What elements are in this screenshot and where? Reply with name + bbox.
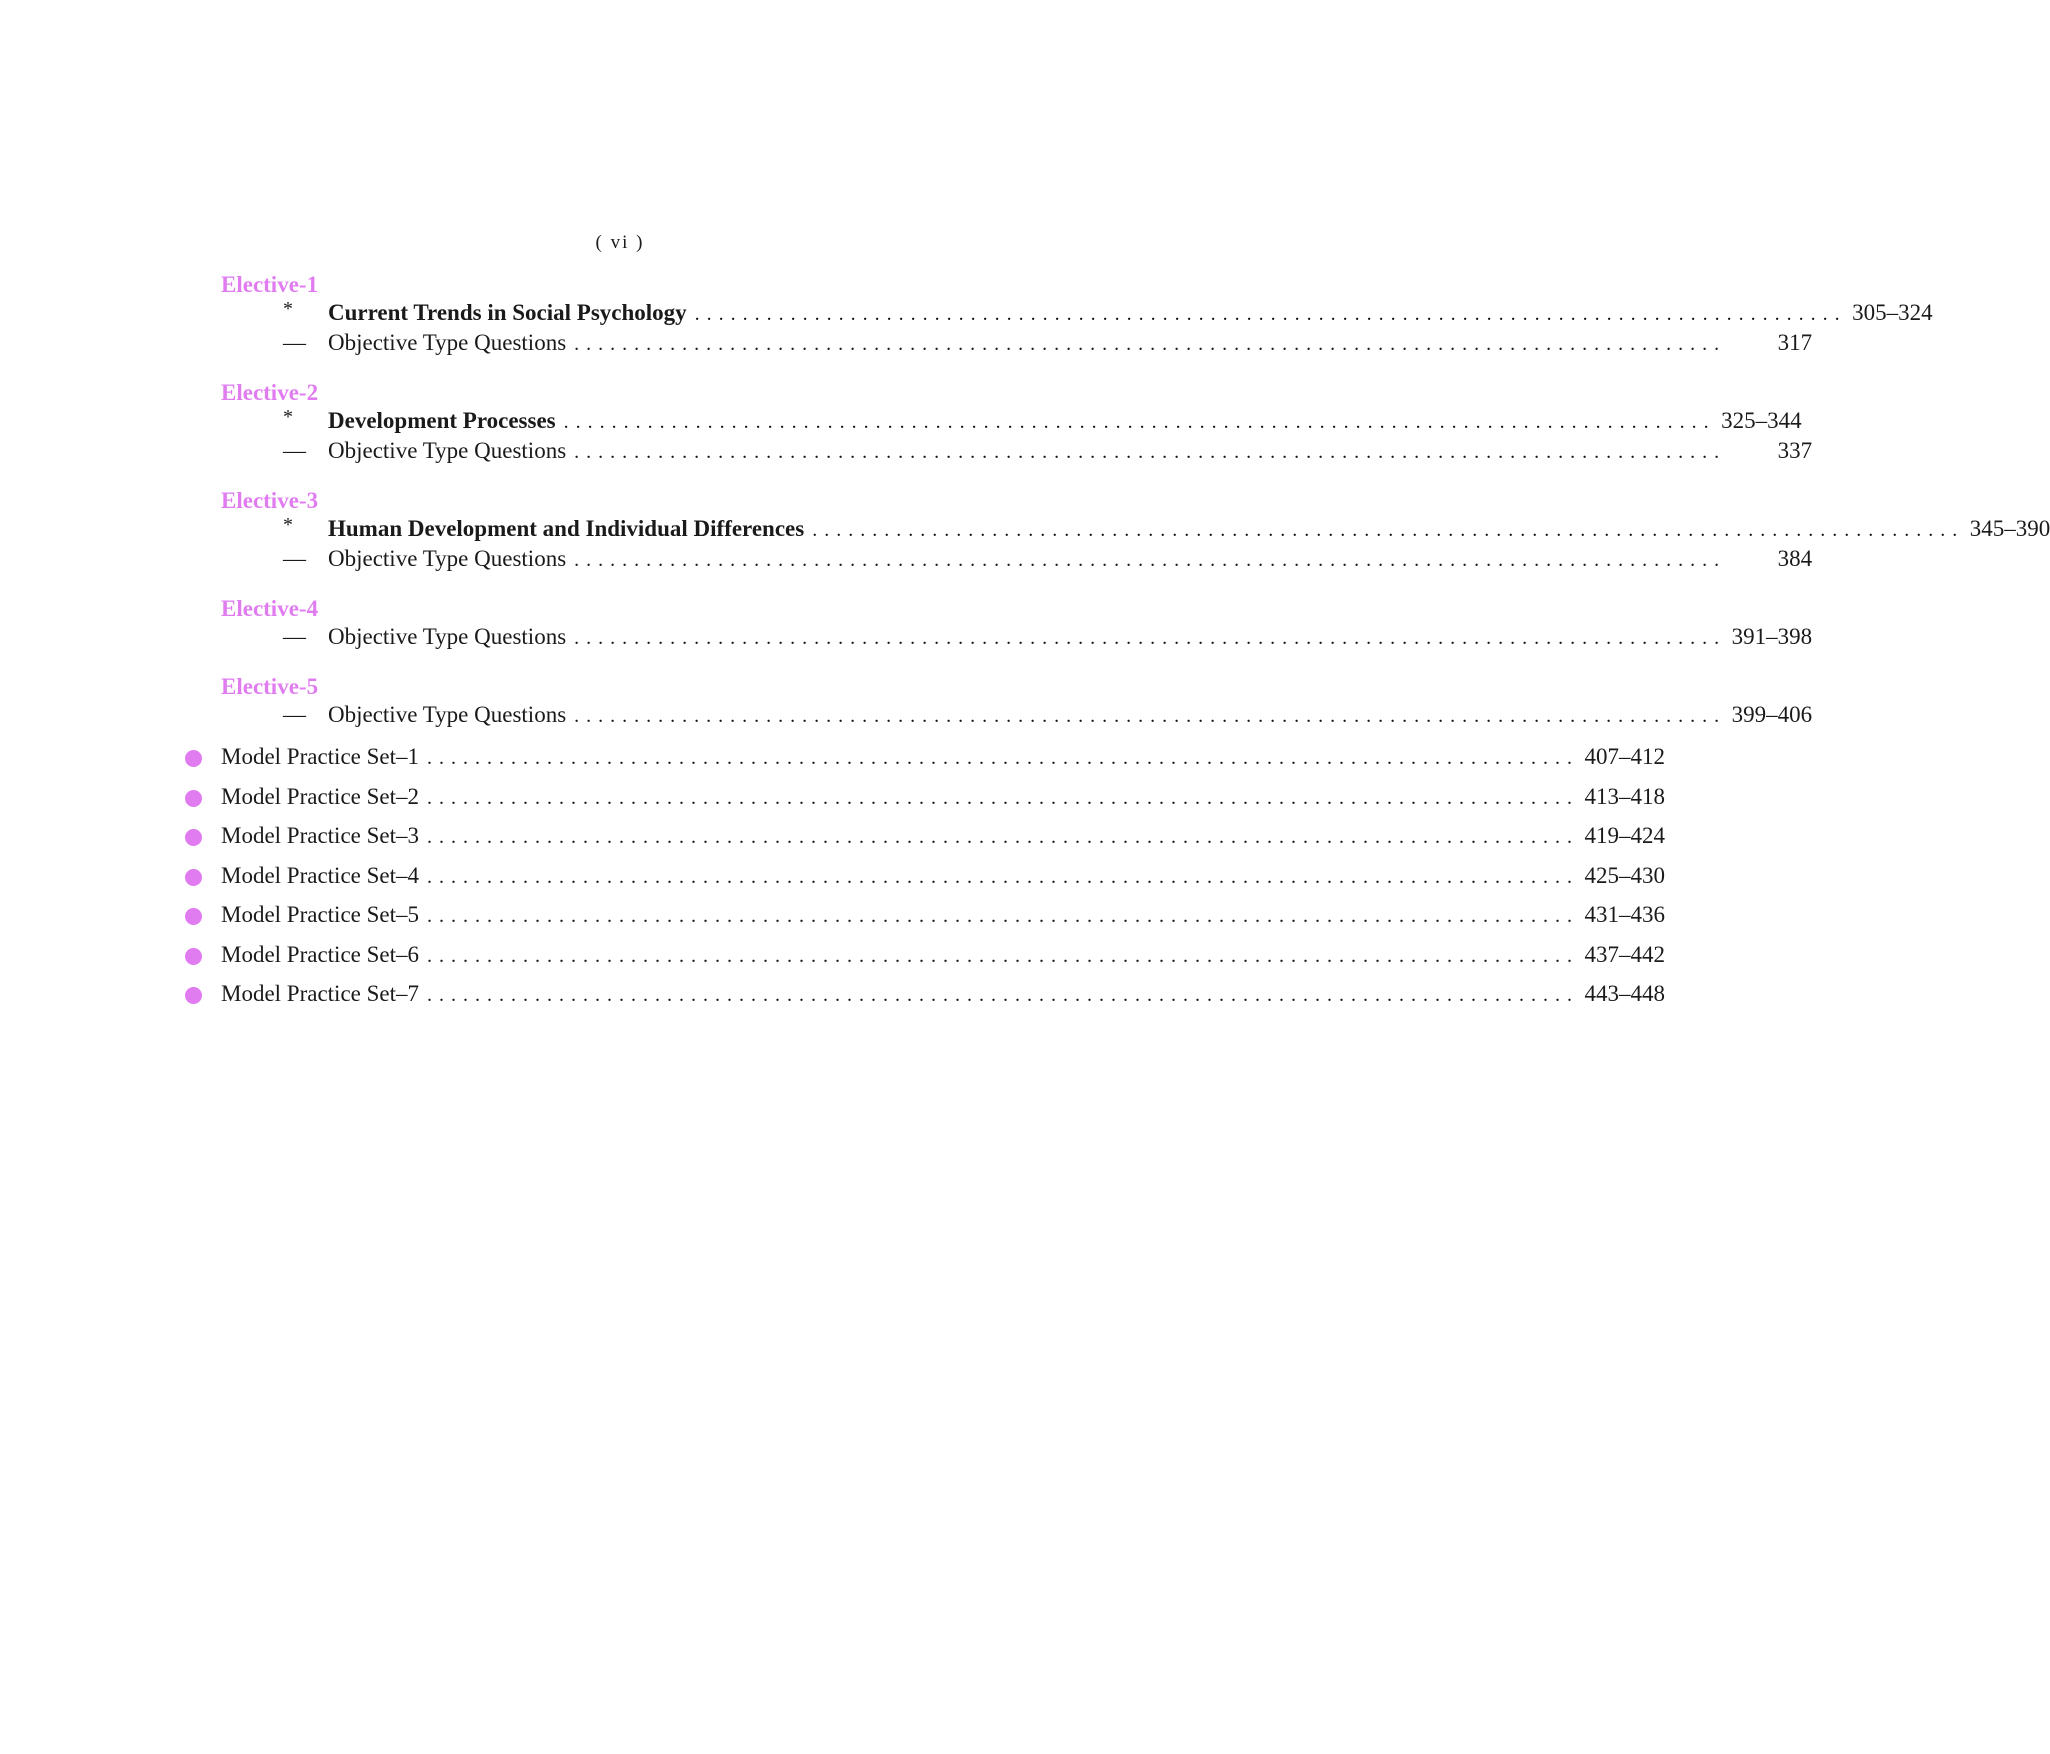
toc-entry-text: [328, 516, 2050, 542]
toc-entry[interactable]: [0, 298, 1933, 330]
toc-entry-text: [221, 941, 1666, 968]
bullet-icon: [185, 948, 202, 965]
toc-entry-text: [221, 862, 1666, 889]
toc-entry[interactable]: [0, 624, 1813, 654]
entry-title: Current Trends in Social Psychology: [328, 300, 687, 325]
entry-pages: 413–418: [1584, 783, 1666, 809]
dot-leader: . . . . . . . . . . . . . . . . . . . . . . . . . . . . . . . . . . . . . . . . . . . . . . . . . . . . . . . . . . . . . . . . . . . . . . . . . . . . . . . . . . . . . . . . . . . . . . . .: [427, 905, 1574, 927]
asterisk-marker: *: [283, 298, 293, 320]
entry-pages: 384: [1777, 546, 1813, 571]
entry-pages: 443–448: [1584, 981, 1666, 1006]
practice-set-entry[interactable]: [0, 981, 1666, 1011]
entry-pages: 337: [1777, 438, 1813, 463]
entry-title: Model Practice Set–2: [221, 783, 420, 809]
entry-title: Objective Type Questions: [328, 546, 567, 571]
entry-title: Model Practice Set–3: [221, 823, 420, 848]
entry-pages: 431–436: [1584, 902, 1666, 927]
toc-entry-text: [221, 783, 1666, 810]
toc-entry-text: [328, 438, 1813, 464]
practice-set-entry[interactable]: [0, 823, 1666, 853]
asterisk-marker: *: [283, 514, 293, 536]
toc-entry-text: [221, 981, 1666, 1007]
practice-set-entry[interactable]: [0, 941, 1666, 972]
dot-leader: . . . . . . . . . . . . . . . . . . . . . . . . . . . . . . . . . . . . . . . . . . . . . . . . . . . . . . . . . . . . . . . . . . . . . . . . . . . . . . . . . . . . . . . . . . . . . . . .: [563, 411, 1710, 433]
entry-pages: 325–344: [1721, 408, 1802, 433]
dot-leader: . . . . . . . . . . . . . . . . . . . . . . . . . . . . . . . . . . . . . . . . . . . . . . . . . . . . . . . . . . . . . . . . . . . . . . . . . . . . . . . . . . . . . . . . . . . . . . . .: [574, 549, 1721, 571]
entry-title: Objective Type Questions: [328, 702, 567, 727]
bullet-icon: [185, 908, 202, 925]
dot-leader: . . . . . . . . . . . . . . . . . . . . . . . . . . . . . . . . . . . . . . . . . . . . . . . . . . . . . . . . . . . . . . . . . . . . . . . . . . . . . . . . . . . . . . . . . . . . . . . .: [574, 333, 1721, 355]
entry-pages: 305–324: [1852, 300, 1933, 325]
entry-title: Human Development and Individual Differences: [328, 516, 805, 541]
dot-leader: . . . . . . . . . . . . . . . . . . . . . . . . . . . . . . . . . . . . . . . . . . . . . . . . . . . . . . . . . . . . . . . . . . . . . . . . . . . . . . . . . . . . . . . . . . . . . . . .: [427, 826, 1574, 848]
toc-entry-text: [328, 300, 1933, 326]
practice-set-entry[interactable]: [0, 744, 1666, 774]
section-heading: Elective-5: [221, 674, 319, 699]
page-number: ( vi ): [595, 232, 645, 253]
practice-set-entry[interactable]: [0, 783, 1666, 814]
entry-title: Model Practice Set–7: [221, 981, 420, 1006]
bullet-icon: [185, 750, 202, 767]
toc-entry-text: [328, 330, 1813, 356]
toc-entry-text: [328, 702, 1813, 728]
dot-leader: . . . . . . . . . . . . . . . . . . . . . . . . . . . . . . . . . . . . . . . . . . . . . . . . . . . . . . . . . . . . . . . . . . . . . . . . . . . . . . . . . . . . . . . . . . . . . . . .: [574, 441, 1721, 463]
toc-entry[interactable]: [0, 330, 1813, 360]
bullet-icon: [185, 869, 202, 886]
bullet-icon: [185, 829, 202, 846]
entry-pages: 391–398: [1731, 624, 1813, 649]
dot-leader: . . . . . . . . . . . . . . . . . . . . . . . . . . . . . . . . . . . . . . . . . . . . . . . . . . . . . . . . . . . . . . . . . . . . . . . . . . . . . . . . . . . . . . . . . . . . . . . .: [574, 705, 1721, 727]
dash-marker: —: [283, 546, 306, 571]
toc-entry[interactable]: [0, 546, 1813, 576]
entry-pages: 399–406: [1731, 702, 1813, 727]
bullet-icon: [185, 987, 202, 1004]
dash-marker: —: [283, 624, 306, 649]
section-heading: Elective-3: [221, 488, 319, 513]
dot-leader: . . . . . . . . . . . . . . . . . . . . . . . . . . . . . . . . . . . . . . . . . . . . . . . . . . . . . . . . . . . . . . . . . . . . . . . . . . . . . . . . . . . . . . . . . . . . . . . .: [427, 747, 1574, 769]
dot-leader: . . . . . . . . . . . . . . . . . . . . . . . . . . . . . . . . . . . . . . . . . . . . . . . . . . . . . . . . . . . . . . . . . . . . . . . . . . . . . . . . . . . . . . . . . . . . . . . .: [694, 303, 1841, 325]
asterisk-marker: *: [283, 406, 293, 428]
entry-title: Model Practice Set–1: [221, 744, 420, 769]
dot-leader: . . . . . . . . . . . . . . . . . . . . . . . . . . . . . . . . . . . . . . . . . . . . . . . . . . . . . . . . . . . . . . . . . . . . . . . . . . . . . . . . . . . . . . . . . . . . . . . .: [812, 519, 1959, 541]
entry-pages: 407–412: [1584, 744, 1666, 769]
toc-entry[interactable]: [0, 514, 2050, 546]
dot-leader: . . . . . . . . . . . . . . . . . . . . . . . . . . . . . . . . . . . . . . . . . . . . . . . . . . . . . . . . . . . . . . . . . . . . . . . . . . . . . . . . . . . . . . . . . . . . . . . .: [427, 944, 1574, 967]
section-heading: Elective-1: [221, 272, 319, 297]
toc-entry-text: [328, 546, 1813, 572]
entry-title: Development Processes: [328, 408, 556, 433]
toc-entry-text: [221, 902, 1666, 928]
dash-marker: —: [283, 330, 306, 355]
dash-marker: —: [283, 438, 306, 463]
dot-leader: . . . . . . . . . . . . . . . . . . . . . . . . . . . . . . . . . . . . . . . . . . . . . . . . . . . . . . . . . . . . . . . . . . . . . . . . . . . . . . . . . . . . . . . . . . . . . . . .: [427, 865, 1574, 888]
entry-pages: 345–390: [1969, 516, 2050, 541]
toc-entry-text: [221, 744, 1666, 770]
toc-entry[interactable]: [0, 406, 1802, 438]
dot-leader: . . . . . . . . . . . . . . . . . . . . . . . . . . . . . . . . . . . . . . . . . . . . . . . . . . . . . . . . . . . . . . . . . . . . . . . . . . . . . . . . . . . . . . . . . . . . . . . .: [427, 984, 1574, 1006]
entry-pages: 425–430: [1584, 862, 1666, 888]
toc-entry-text: [328, 624, 1813, 650]
section-heading: Elective-4: [221, 596, 319, 621]
entry-title: Model Practice Set–6: [221, 941, 420, 967]
dot-leader: . . . . . . . . . . . . . . . . . . . . . . . . . . . . . . . . . . . . . . . . . . . . . . . . . . . . . . . . . . . . . . . . . . . . . . . . . . . . . . . . . . . . . . . . . . . . . . . .: [574, 627, 1721, 649]
toc-entry[interactable]: [0, 702, 1813, 732]
practice-set-entry[interactable]: [0, 862, 1666, 893]
entry-pages: 419–424: [1584, 823, 1666, 848]
dot-leader: . . . . . . . . . . . . . . . . . . . . . . . . . . . . . . . . . . . . . . . . . . . . . . . . . . . . . . . . . . . . . . . . . . . . . . . . . . . . . . . . . . . . . . . . . . . . . . . .: [427, 786, 1574, 809]
entry-pages: 317: [1777, 330, 1813, 355]
bullet-icon: [185, 790, 202, 807]
dash-marker: —: [283, 702, 306, 727]
entry-title: Model Practice Set–4: [221, 862, 420, 888]
entry-title: Model Practice Set–5: [221, 902, 420, 927]
entry-title: Objective Type Questions: [328, 330, 567, 355]
entry-pages: 437–442: [1584, 941, 1666, 967]
entry-title: Objective Type Questions: [328, 438, 567, 463]
practice-set-entry[interactable]: [0, 902, 1666, 932]
section-heading: Elective-2: [221, 380, 319, 405]
toc-entry[interactable]: [0, 438, 1813, 468]
entry-title: Objective Type Questions: [328, 624, 567, 649]
toc-entry-text: [221, 823, 1666, 849]
toc-entry-text: [328, 408, 1802, 434]
